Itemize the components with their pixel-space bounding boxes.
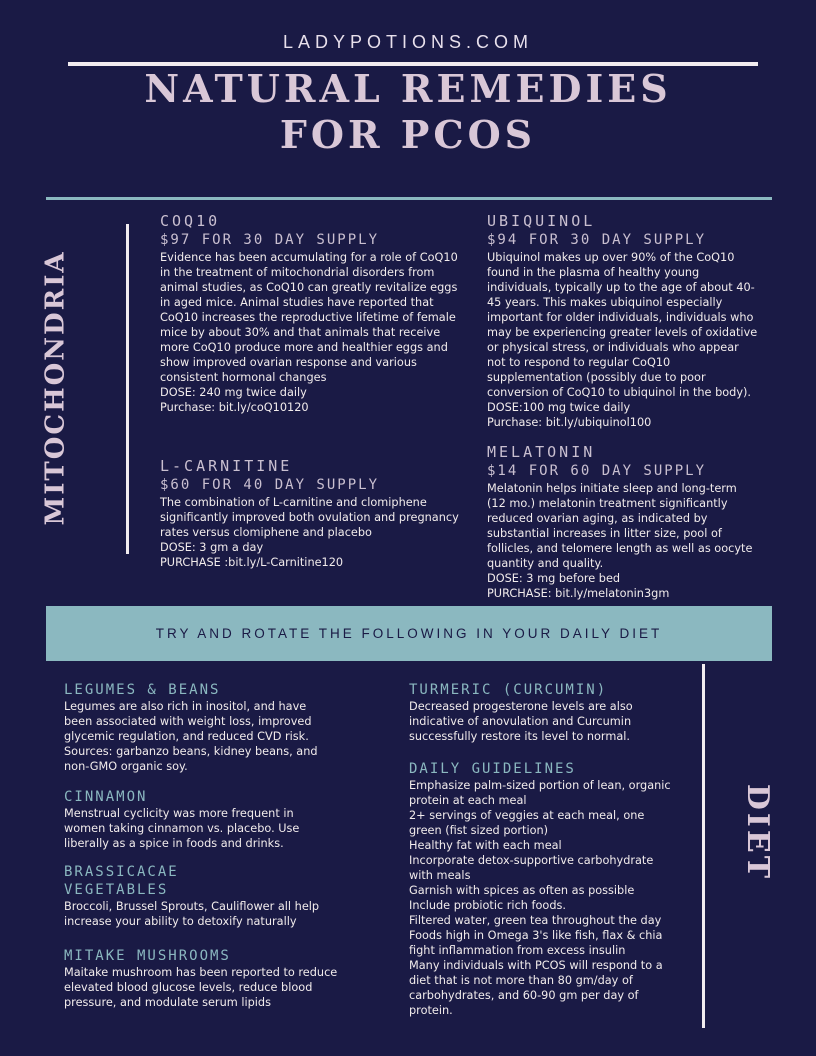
- guidelines-section: [409, 760, 675, 1018]
- coq10-body: Evidence has been accumulating for a role of CoQ10 in the treatment of mitochondrial disorders from animal studies, as CoQ10 can greatly revitalize eggs in aged mice. Animal studies have reported that CoQ10 increases the reproductive lifetime of female mice by about 30% and that animals that receive more CoQ10 produce more and healthier eggs and show improved ovarian response and various consistent hormonal changes: [160, 251, 458, 384]
- ubiquinol-purchase: Purchase: bit.ly/ubiquinol100: [487, 416, 652, 429]
- cinnamon-body: Menstrual cyclicity was more frequent in women taking cinnamon vs. placebo. Use liberally as a spice in foods and drinks.: [64, 807, 300, 850]
- coq10-purchase: Purchase: bit.ly/coQ10120: [160, 401, 309, 414]
- melatonin-dose: DOSE: 3 mg before bed: [487, 572, 621, 585]
- melatonin-purchase: PURCHASE: bit.ly/melatonin3gm: [487, 587, 670, 600]
- diet-side-label: [718, 752, 798, 912]
- guideline-item: Garnish with spices as often as possible: [409, 884, 635, 897]
- site-url: LADYPOTIONS.COM: [282, 32, 534, 52]
- diet-label-text: DIET: [740, 783, 776, 881]
- lcarnitine-purchase: PURCHASE :bit.ly/L-Carnitine120: [160, 556, 344, 569]
- guideline-item: Include probiotic rich foods.: [409, 899, 566, 912]
- guideline-item: 2+ servings of veggies at each meal, one green (fist sized portion): [409, 809, 645, 837]
- coq10-price: $97 FOR 30 DAY SUPPLY: [160, 232, 380, 248]
- ubiquinol-price: $94 FOR 30 DAY SUPPLY: [487, 232, 707, 248]
- guideline-item: Filtered water, green tea throughout the day: [409, 914, 662, 927]
- diet-banner-text: TRY AND ROTATE THE FOLLOWING IN YOUR DAILY DIET: [155, 626, 663, 641]
- brassicacae-section: [64, 863, 339, 929]
- title-line-1: NATURAL REMEDIES: [144, 66, 672, 111]
- page-title: [0, 66, 816, 158]
- coq10-dose: DOSE: 240 mg twice daily: [160, 386, 307, 399]
- turmeric-body: Decreased progesterone levels are also indicative of anovulation and Curcumin successfully restore its level to normal.: [409, 700, 633, 743]
- ubiquinol-body: Ubiquinol makes up over 90% of the CoQ10 found in the plasma of healthy young individuals, typically up to the age of about 40-45 years. This makes ubiquinol especially important for older individuals, individuals who may be experiencing greater levels of oxidative or physical stress, or individuals who appear not to respond to regular CoQ10 supplementation (possibly due to poor conversion of CoQ10 to ubiquinol in the body).: [487, 251, 758, 399]
- ubiquinol-name: UBIQUINOL: [487, 212, 596, 230]
- coq10-name: COQ10: [160, 212, 221, 230]
- guideline-item: Many individuals with PCOS will respond to a diet that is not more than 80 gm/day of carbohydrates, and 60-90 gm per day of protein.: [409, 959, 663, 1017]
- coq10-section: [160, 212, 460, 415]
- mitochondria-label-text: MITOCHONDRIA: [41, 250, 72, 526]
- title-line-2: FOR PCOS: [279, 112, 537, 157]
- section-divider: [46, 197, 772, 200]
- guideline-item: Foods high in Omega 3's like fish, flax & chia fight inflammation from excess insulin: [409, 929, 663, 957]
- ubiquinol-section: [487, 212, 759, 430]
- cinnamon-section: [64, 788, 324, 851]
- legumes-body: Legumes are also rich in inositol, and have been associated with weight loss, improved glycemic regulation, and reduced CVD risk. Sources: garbanzo beans, kidney beans, and non-GMO organic soy.: [64, 700, 318, 773]
- legumes-section: [64, 681, 332, 774]
- lcarnitine-body: The combination of L-carnitine and clomiphene significantly improved both ovulation and pregnancy rates versus clomiphene and placebo: [160, 496, 459, 539]
- cinnamon-heading: CINNAMON: [64, 789, 148, 805]
- brassicacae-body: Broccoli, Brussel Sprouts, Cauliflower all help increase your ability to detoxify naturally: [64, 900, 320, 928]
- turmeric-heading: TURMERIC (CURCUMIN): [409, 682, 608, 698]
- mitake-section: [64, 947, 339, 1010]
- mitake-heading: MITAKE MUSHROOMS: [64, 948, 231, 964]
- diet-banner: [46, 606, 772, 661]
- lcarnitine-dose: DOSE: 3 gm a day: [160, 541, 264, 554]
- ubiquinol-dose: DOSE:100 mg twice daily: [487, 401, 631, 414]
- mitake-body: Maitake mushroom has been reported to reduce elevated blood glucose levels, reduce blood pressure, and modulate serum lipids: [64, 966, 338, 1009]
- lcarnitine-section: [160, 457, 460, 570]
- lcarnitine-price: $60 FOR 40 DAY SUPPLY: [160, 477, 380, 493]
- melatonin-section: [487, 443, 759, 601]
- mitochondria-side-label: [16, 228, 96, 548]
- lcarnitine-name: L-CARNITINE: [160, 457, 293, 475]
- right-vertical-rule: [702, 664, 705, 1028]
- turmeric-section: [409, 681, 645, 744]
- melatonin-body: Melatonin helps initiate sleep and long-term (12 mo.) melatonin treatment significantly reduced ovarian aging, as indicated by substantial increases in litter size, pool of follicles, and telomere length as well as oocyte quantity and quality.: [487, 482, 753, 570]
- guideline-item: Healthy fat with each meal: [409, 839, 562, 852]
- guidelines-heading: DAILY GUIDELINES: [409, 761, 576, 777]
- legumes-heading: LEGUMES & BEANS: [64, 682, 221, 698]
- melatonin-name: MELATONIN: [487, 443, 596, 461]
- guideline-item: Emphasize palm-sized portion of lean, organic protein at each meal: [409, 779, 671, 807]
- brassicacae-heading: BRASSICACAE VEGETABLES: [64, 864, 179, 898]
- melatonin-price: $14 FOR 60 DAY SUPPLY: [487, 463, 707, 479]
- guideline-item: Incorporate detox-supportive carbohydrate with meals: [409, 854, 654, 882]
- left-vertical-rule: [126, 224, 129, 554]
